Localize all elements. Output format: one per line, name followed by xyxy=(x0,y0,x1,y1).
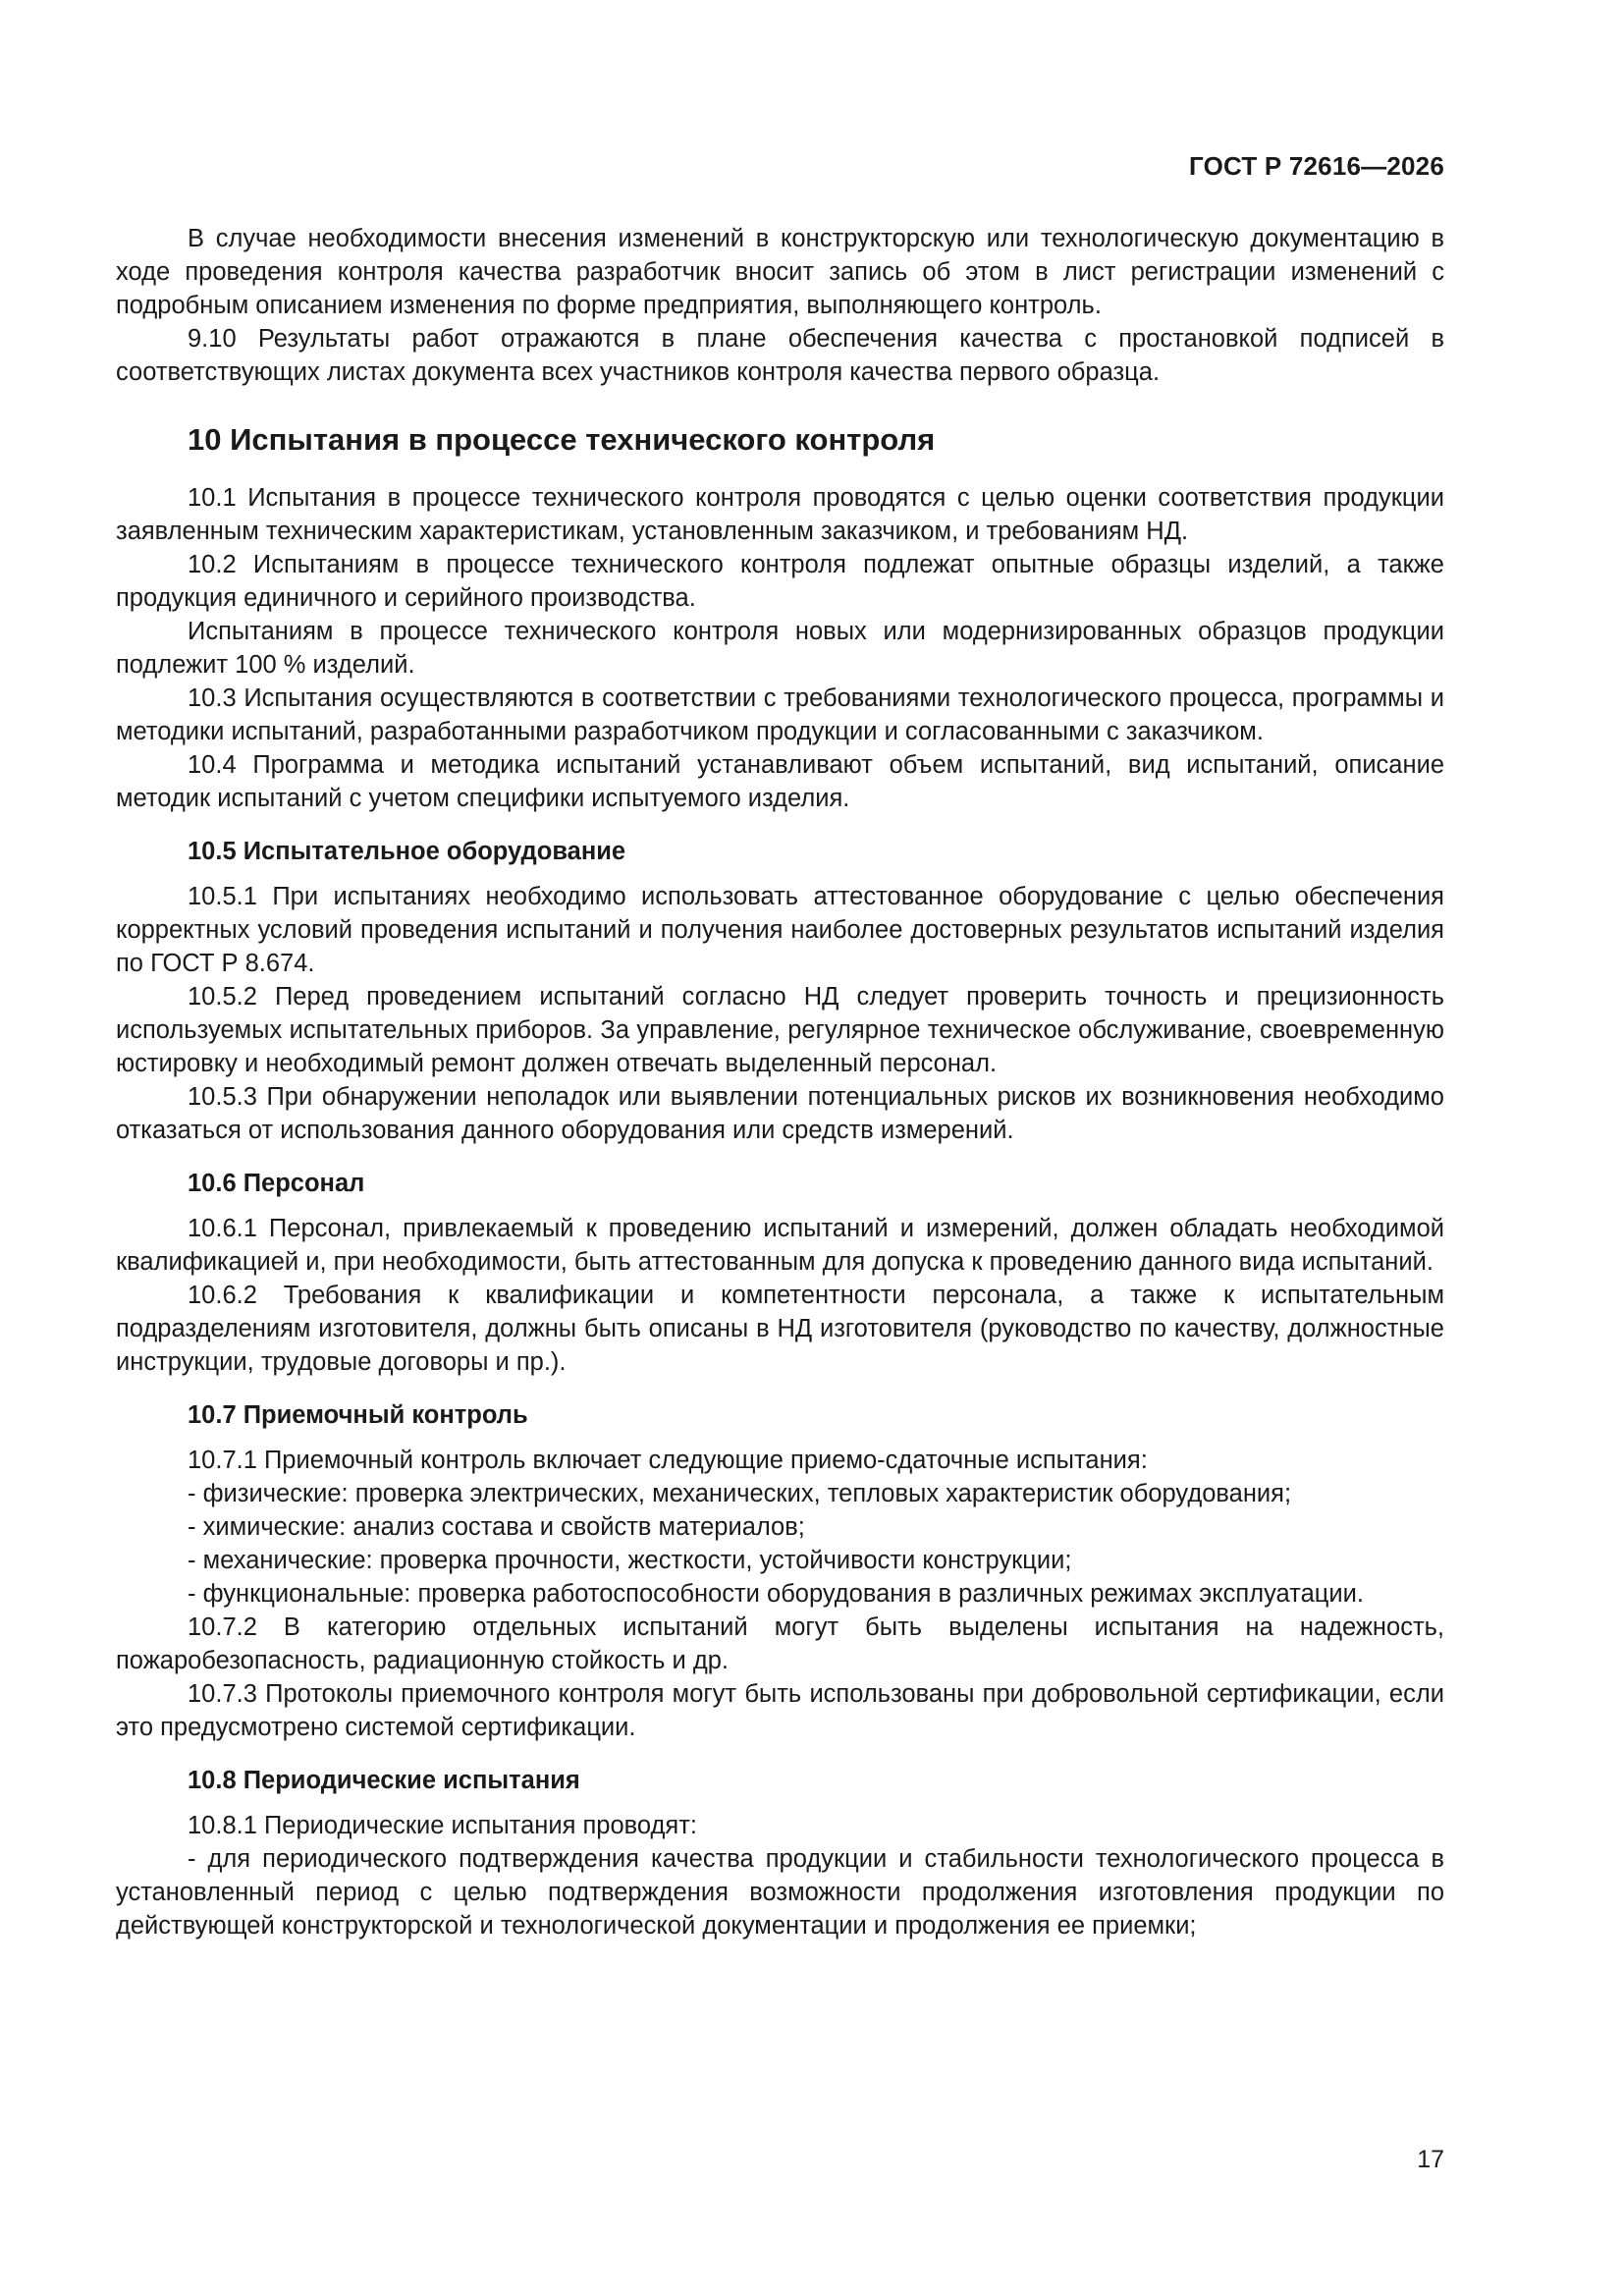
subsection-heading: 10.5 Испытательное оборудование xyxy=(188,838,626,865)
paragraph: 10.4 Программа и методика испытаний устанавливают объем испытаний, вид испытаний, описание методик испытаний с учетом специфики испытуемого изделия. xyxy=(116,751,1444,812)
paragraph: 10.5.3 При обнаружении неполадок или выявлении потенциальных рисков их возникновения необходимо отказаться от использования данного оборудования или средств измерений. xyxy=(116,1083,1444,1144)
paragraph: 10.7.3 Протоколы приемочного контроля могут быть использованы при добровольной сертификации, если это предусмотрено системой сертификации. xyxy=(116,1680,1444,1741)
list-item: - механические: проверка прочности, жесткости, устойчивости конструкции; xyxy=(188,1547,1072,1574)
paragraph: 10.5.2 Перед проведением испытаний согласно НД следует проверить точность и прецизионность используемых испытательных приборов. За управление, регулярное техническое обслуживание, своевременную юстировку и необходимый ремонт должен отвечать выделенный персонал. xyxy=(116,983,1444,1077)
paragraph: Испытаниям в процессе технического контроля новых или модернизированных образцов продукции подлежит 100 % изделий. xyxy=(116,618,1444,679)
paragraph: 10.6.1 Персонал, привлекаемый к проведению испытаний и измерений, должен обладать необходимой квалификацией и, при необходимости, быть аттестованным для допуска к проведению данного вида испытаний. xyxy=(116,1215,1444,1276)
list-item: - физические: проверка электрических, механических, тепловых характеристик оборудования; xyxy=(188,1480,1292,1507)
document-body xyxy=(116,222,1444,1942)
paragraph: 10.2 Испытаниям в процессе технического контроля подлежат опытные образцы изделий, а также продукция единичного и серийного производства. xyxy=(116,551,1444,612)
paragraph: 10.7.2 В категорию отдельных испытаний могут быть выделены испытания на надежность, пожаробезопасность, радиационную стойкость и др. xyxy=(116,1613,1444,1674)
list-item: - функциональные: проверка работоспособности оборудования в различных режимах эксплуатации. xyxy=(188,1580,1364,1608)
page-number: 17 xyxy=(1417,2146,1444,2173)
list-item: - химические: анализ состава и свойств материалов; xyxy=(188,1513,805,1541)
paragraph: 10.5.1 При испытаниях необходимо использовать аттестованное оборудование с целью обеспечения корректных условий проведения испытаний и получения наиболее достоверных результатов испытаний изделия по ГОСТ Р 8.674. xyxy=(116,883,1444,977)
subsection-heading: 10.8 Периодические испытания xyxy=(188,1767,580,1794)
paragraph: 10.3 Испытания осуществляются в соответствии с требованиями технологического процесса, программы и методики испытаний, разработанными разработчиком продукции и согласованными с заказчиком. xyxy=(116,684,1444,745)
paragraph: 10.1 Испытания в процессе технического контроля проводятся с целью оценки соответствия продукции заявленным техническим характеристикам, установленным заказчиком, и требованиям НД. xyxy=(116,484,1444,545)
paragraph: 10.6.2 Требования к квалификации и компетентности персонала, а также к испытательным подразделениям изготовителя, должны быть описаны в НД изготовителя (руководство по качеству, должностные инструкции, трудовые договоры и пр.). xyxy=(116,1282,1444,1376)
document-code: ГОСТ Р 72616—2026 xyxy=(1189,151,1444,181)
subsection-heading: 10.7 Приемочный контроль xyxy=(188,1401,528,1429)
section-heading: 10 Испытания в процессе технического контроля xyxy=(188,422,936,457)
paragraph: 10.8.1 Периодические испытания проводят: xyxy=(188,1812,697,1839)
paragraph: 10.7.1 Приемочный контроль включает следующие приемо-сдаточные испытания: xyxy=(188,1447,1148,1474)
paragraph: В случае необходимости внесения изменений в конструкторскую или технологическую документацию в ходе проведения контроля качества разработчик вносит запись об этом в лист регистрации изменений с подробным описанием изменения по форме предприятия, выполняющего контроль. xyxy=(116,225,1444,319)
subsection-heading: 10.6 Персонал xyxy=(188,1170,365,1197)
list-item: - для периодического подтверждения качества продукции и стабильности технологического процесса в установленный период с целью подтверждения возможности продолжения изготовления продукции по действующей конструкторской и технологической документации и продолжения ее приемки; xyxy=(116,1845,1444,1940)
paragraph: 9.10 Результаты работ отражаются в плане обеспечения качества с простановкой подписей в соответствующих листах документа всех участников контроля качества первого образца. xyxy=(116,325,1444,386)
